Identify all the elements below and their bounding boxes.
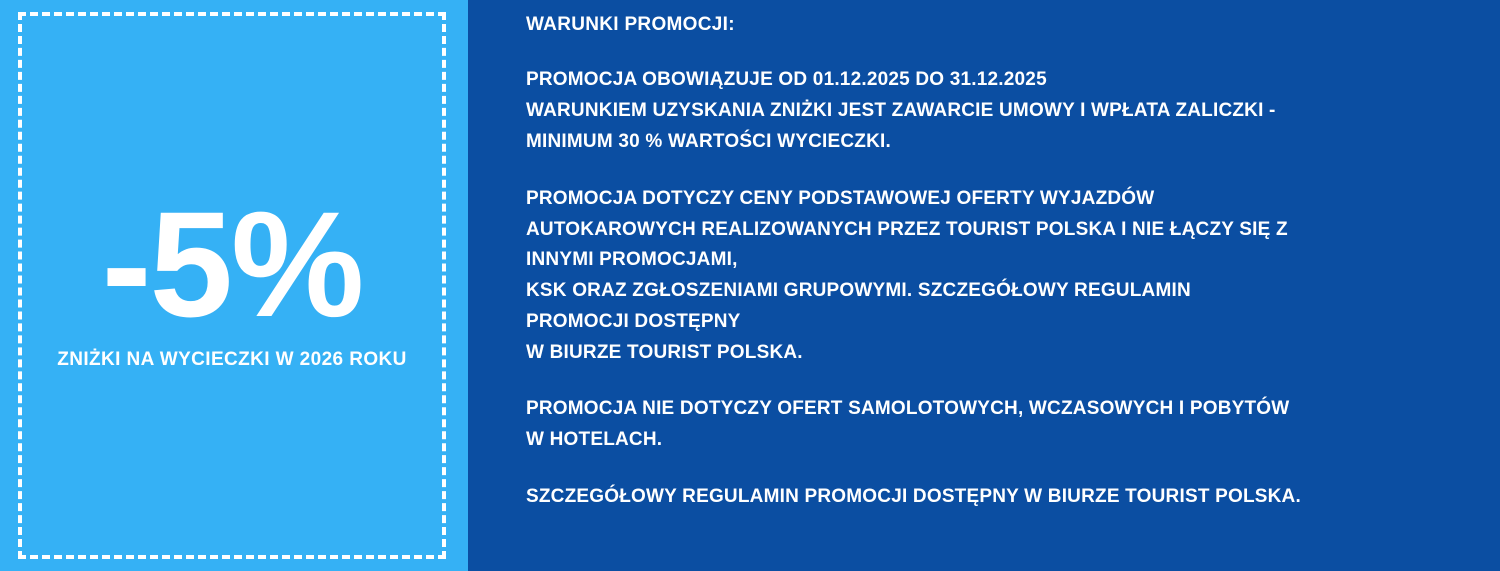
terms-heading: WARUNKI PROMOCJI:	[526, 14, 735, 35]
terms-line: PROMOCJA OBOWIĄZUJE OD 01.12.2025 DO 31.12.2025	[526, 69, 1047, 91]
terms-line: SZCZEGÓŁOWY REGULAMIN PROMOCJI DOSTĘPNY W BIURZE TOURIST POLSKA.	[526, 485, 1301, 507]
terms-line: KSK ORAZ ZGŁOSZENIAMI GRUPOWYMI. SZCZEGÓŁOWY REGULAMIN	[526, 280, 1191, 302]
terms-line: W HOTELACH.	[526, 429, 663, 451]
terms-block	[526, 65, 1460, 157]
discount-caption: ZNIŻKI NA WYCIECZKI W 2026 ROKU	[57, 348, 407, 370]
terms-block	[526, 184, 1460, 369]
terms-line: AUTOKAROWYCH REALIZOWANYCH PRZEZ TOURIST POLSKA I NIE ŁĄCZY SIĘ Z	[526, 218, 1288, 240]
terms-line: INNYMI PROMOCJAMI,	[526, 249, 738, 271]
terms-panel	[468, 0, 1500, 571]
terms-line: PROMOCJI DOSTĘPNY	[526, 310, 741, 332]
coupon-panel	[0, 0, 468, 571]
terms-line: PROMOCJA NIE DOTYCZY OFERT SAMOLOTOWYCH, WCZASOWYCH I POBYTÓW	[526, 398, 1290, 420]
terms-block	[526, 482, 1460, 513]
terms-line: W BIURZE TOURIST POLSKA.	[526, 341, 803, 363]
terms-line: PROMOCJA DOTYCZY CENY PODSTAWOWEJ OFERTY WYJAZDÓW	[526, 187, 1155, 209]
coupon-dashed-border	[18, 12, 446, 559]
terms-line: WARUNKIEM UZYSKANIA ZNIŻKI JEST ZAWARCIE UMOWY I WPŁATA ZALICZKI -	[526, 100, 1276, 122]
discount-value: -5%	[101, 179, 363, 348]
terms-block	[526, 394, 1460, 456]
terms-line: MINIMUM 30 % WARTOŚCI WYCIECZKI.	[526, 130, 891, 152]
